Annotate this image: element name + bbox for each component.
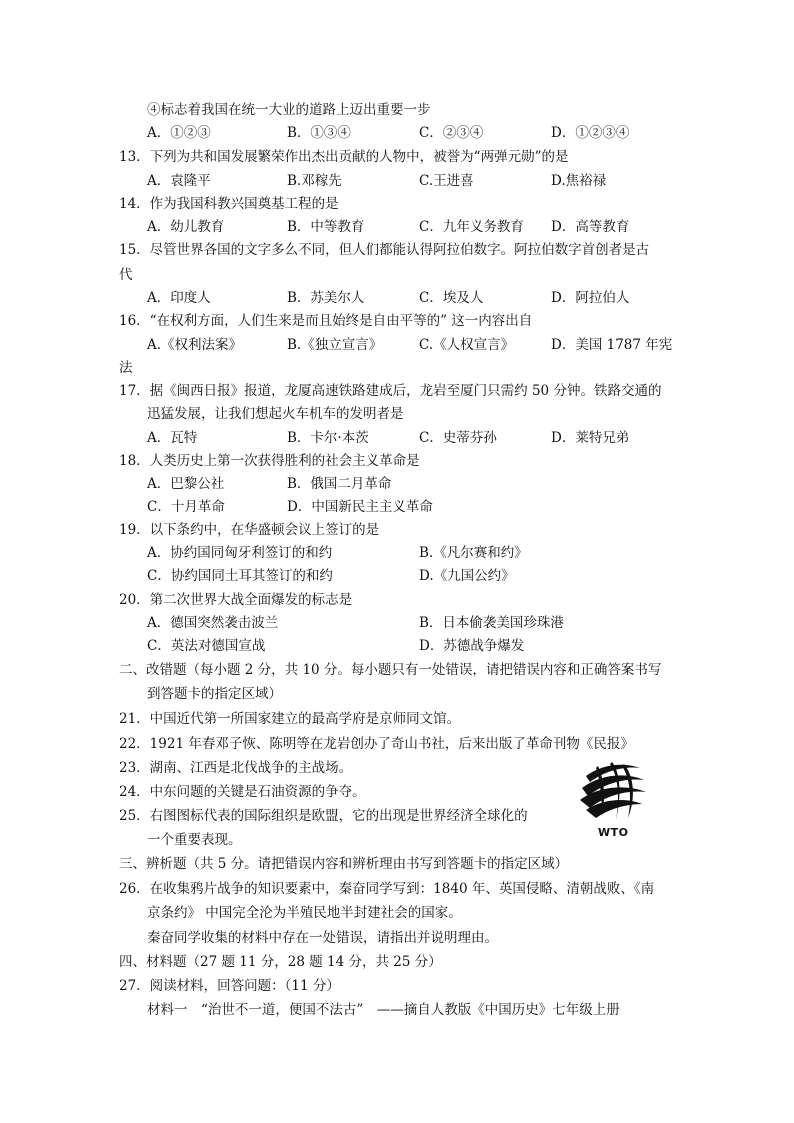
section-3-title: 三、辨析题（共 5 分。请把错误内容和辨析理由书写到答题卡的指定区域） [119, 856, 569, 872]
q12-option-c: C．②③④ [419, 125, 484, 141]
q18-option-c: C．十月革命 [147, 499, 225, 515]
q13-option-b: B.邓稼先 [287, 173, 342, 189]
q13-option-d: D.焦裕禄 [551, 173, 607, 189]
q19-option-b: B.《凡尔赛和约》 [419, 545, 528, 561]
q19-option-c: C．协约国同土耳其签订的和约 [147, 568, 333, 584]
q16-option-a: A.《权利法案》 [147, 337, 243, 353]
q19-stem: 19．以下条约中，在华盛顿会议上签订的是 [119, 522, 380, 538]
q19-option-d: D.《九国公约》 [419, 568, 515, 584]
q14-stem: 14．作为我国科教兴国奠基工程的是 [119, 196, 339, 212]
q27-material-1: 材料一 “治世不一道，便国不法古” ——摘自人教版《中国历史》七年级上册 [147, 1002, 620, 1018]
q14-option-b: B．中等教育 [287, 219, 365, 235]
q25-text: 25．右图图标代表的国际组织是欧盟，它的出现是世界经济全球化的 [119, 808, 528, 824]
q20-option-c: C．英法对德国宣战 [147, 638, 266, 654]
q26-text: 26．在收集鸦片战争的知识要素中，秦奋同学写到：1840 年、英国侵略、清朝战败、《南 [119, 881, 655, 897]
q14-option-a: A．幼儿教育 [147, 219, 225, 235]
q17-stem-cont: 迅猛发展，让我们想起火车机车的发明者是 [147, 406, 404, 422]
q14-option-c: C．九年义务教育 [419, 219, 524, 235]
q18-option-b: B．俄国二月革命 [287, 476, 392, 492]
q14-option-d: D．高等教育 [551, 219, 630, 235]
q16-option-c: C.《人权宣言》 [419, 337, 515, 353]
q17-option-b: B．卡尔·本茨 [287, 430, 369, 446]
q13-option-a: A．袁隆平 [147, 173, 211, 189]
q18-stem: 18．人类历史上第一次获得胜利的社会主义革命是 [119, 453, 420, 469]
q27-stem: 27．阅读材料，回答问题：（11 分） [119, 978, 340, 994]
q20-option-d: D．苏德战争爆发 [419, 638, 525, 654]
q23-text: 23．湖南、江西是北伐战争的主战场。 [119, 760, 353, 776]
q17-option-c: C．史蒂芬孙 [419, 430, 497, 446]
q21-text: 21．中国近代第一所国家建立的最高学府是京师同文馆。 [119, 711, 461, 727]
q16-option-d-cont: 法 [119, 360, 133, 376]
q18-option-d: D．中国新民主主义革命 [287, 499, 433, 515]
q20-option-b: B．日本偷袭美国珍珠港 [419, 615, 564, 631]
q24-text: 24．中东问题的关键是石油资源的争夺。 [119, 784, 366, 800]
q16-option-b: B.《独立宣言》 [287, 337, 383, 353]
wto-logo-label: WTO [598, 826, 629, 839]
q16-option-d: D．美国 1787 年宪 [551, 337, 673, 353]
q17-option-a: A．瓦特 [147, 430, 198, 446]
q20-stem: 20．第二次世界大战全面爆发的标志是 [119, 592, 353, 608]
q12-item4: ④标志着我国在统一大业的道路上迈出重要一步 [147, 102, 431, 118]
q22-text: 22．1921 年春邓子恢、陈明等在龙岩创办了奇山书社，后来出版了革命刊物《民报》 [119, 736, 634, 752]
q19-option-a: A．协约国同匈牙利签订的和约 [147, 545, 333, 561]
q20-option-a: A．德国突然袭击波兰 [147, 615, 279, 631]
q12-option-d: D．①②③④ [551, 125, 630, 141]
q15-option-c: C．埃及人 [419, 290, 484, 306]
q15-option-b: B．苏美尔人 [287, 290, 365, 306]
q26-question: 秦奋同学收集的材料中存在一处错误，请指出并说明理由。 [147, 930, 498, 946]
section-4-title: 四、材料题（27 题 11 分，28 题 14 分，共 25 分） [119, 954, 442, 970]
section-2-title: 二、改错题（每小题 2 分，共 10 分。每小题只有一处错误，请把错误内容和正确答案书写 [119, 662, 662, 678]
q15-option-a: A．印度人 [147, 290, 211, 306]
q13-option-c: C.王进喜 [419, 173, 474, 189]
q15-stem: 15．尽管世界各国的文字多么不同，但人们都能认得阿拉伯数字。阿拉伯数字首创者是古 [119, 242, 650, 258]
q15-stem-cont: 代 [119, 267, 133, 283]
q17-stem: 17．据《闽西日报》报道，龙厦高速铁路建成后，龙岩至厦门只需约 50 分钟。铁路交通的 [119, 383, 662, 399]
q26-text-cont: 京条约》 中国完全沦为半殖民地半封建社会的国家。 [147, 905, 462, 921]
q16-stem: 16．“在权利方面，人们生来是而且始终是自由平等的” 这一内容出自 [119, 313, 533, 329]
q17-option-d: D．莱特兄弟 [551, 430, 630, 446]
q15-option-d: D．阿拉伯人 [551, 290, 630, 306]
q18-option-a: A．巴黎公社 [147, 476, 225, 492]
q13-stem: 13．下列为共和国发展繁荣作出杰出贡献的人物中，被誉为“两弹元勋”的是 [119, 149, 569, 165]
q12-option-a: A．①②③ [147, 125, 211, 141]
q12-option-b: B．①③④ [287, 125, 351, 141]
section-2-title-cont: 到答题卡的指定区域） [147, 686, 282, 702]
q25-text-cont: 一个重要表现。 [147, 832, 242, 848]
